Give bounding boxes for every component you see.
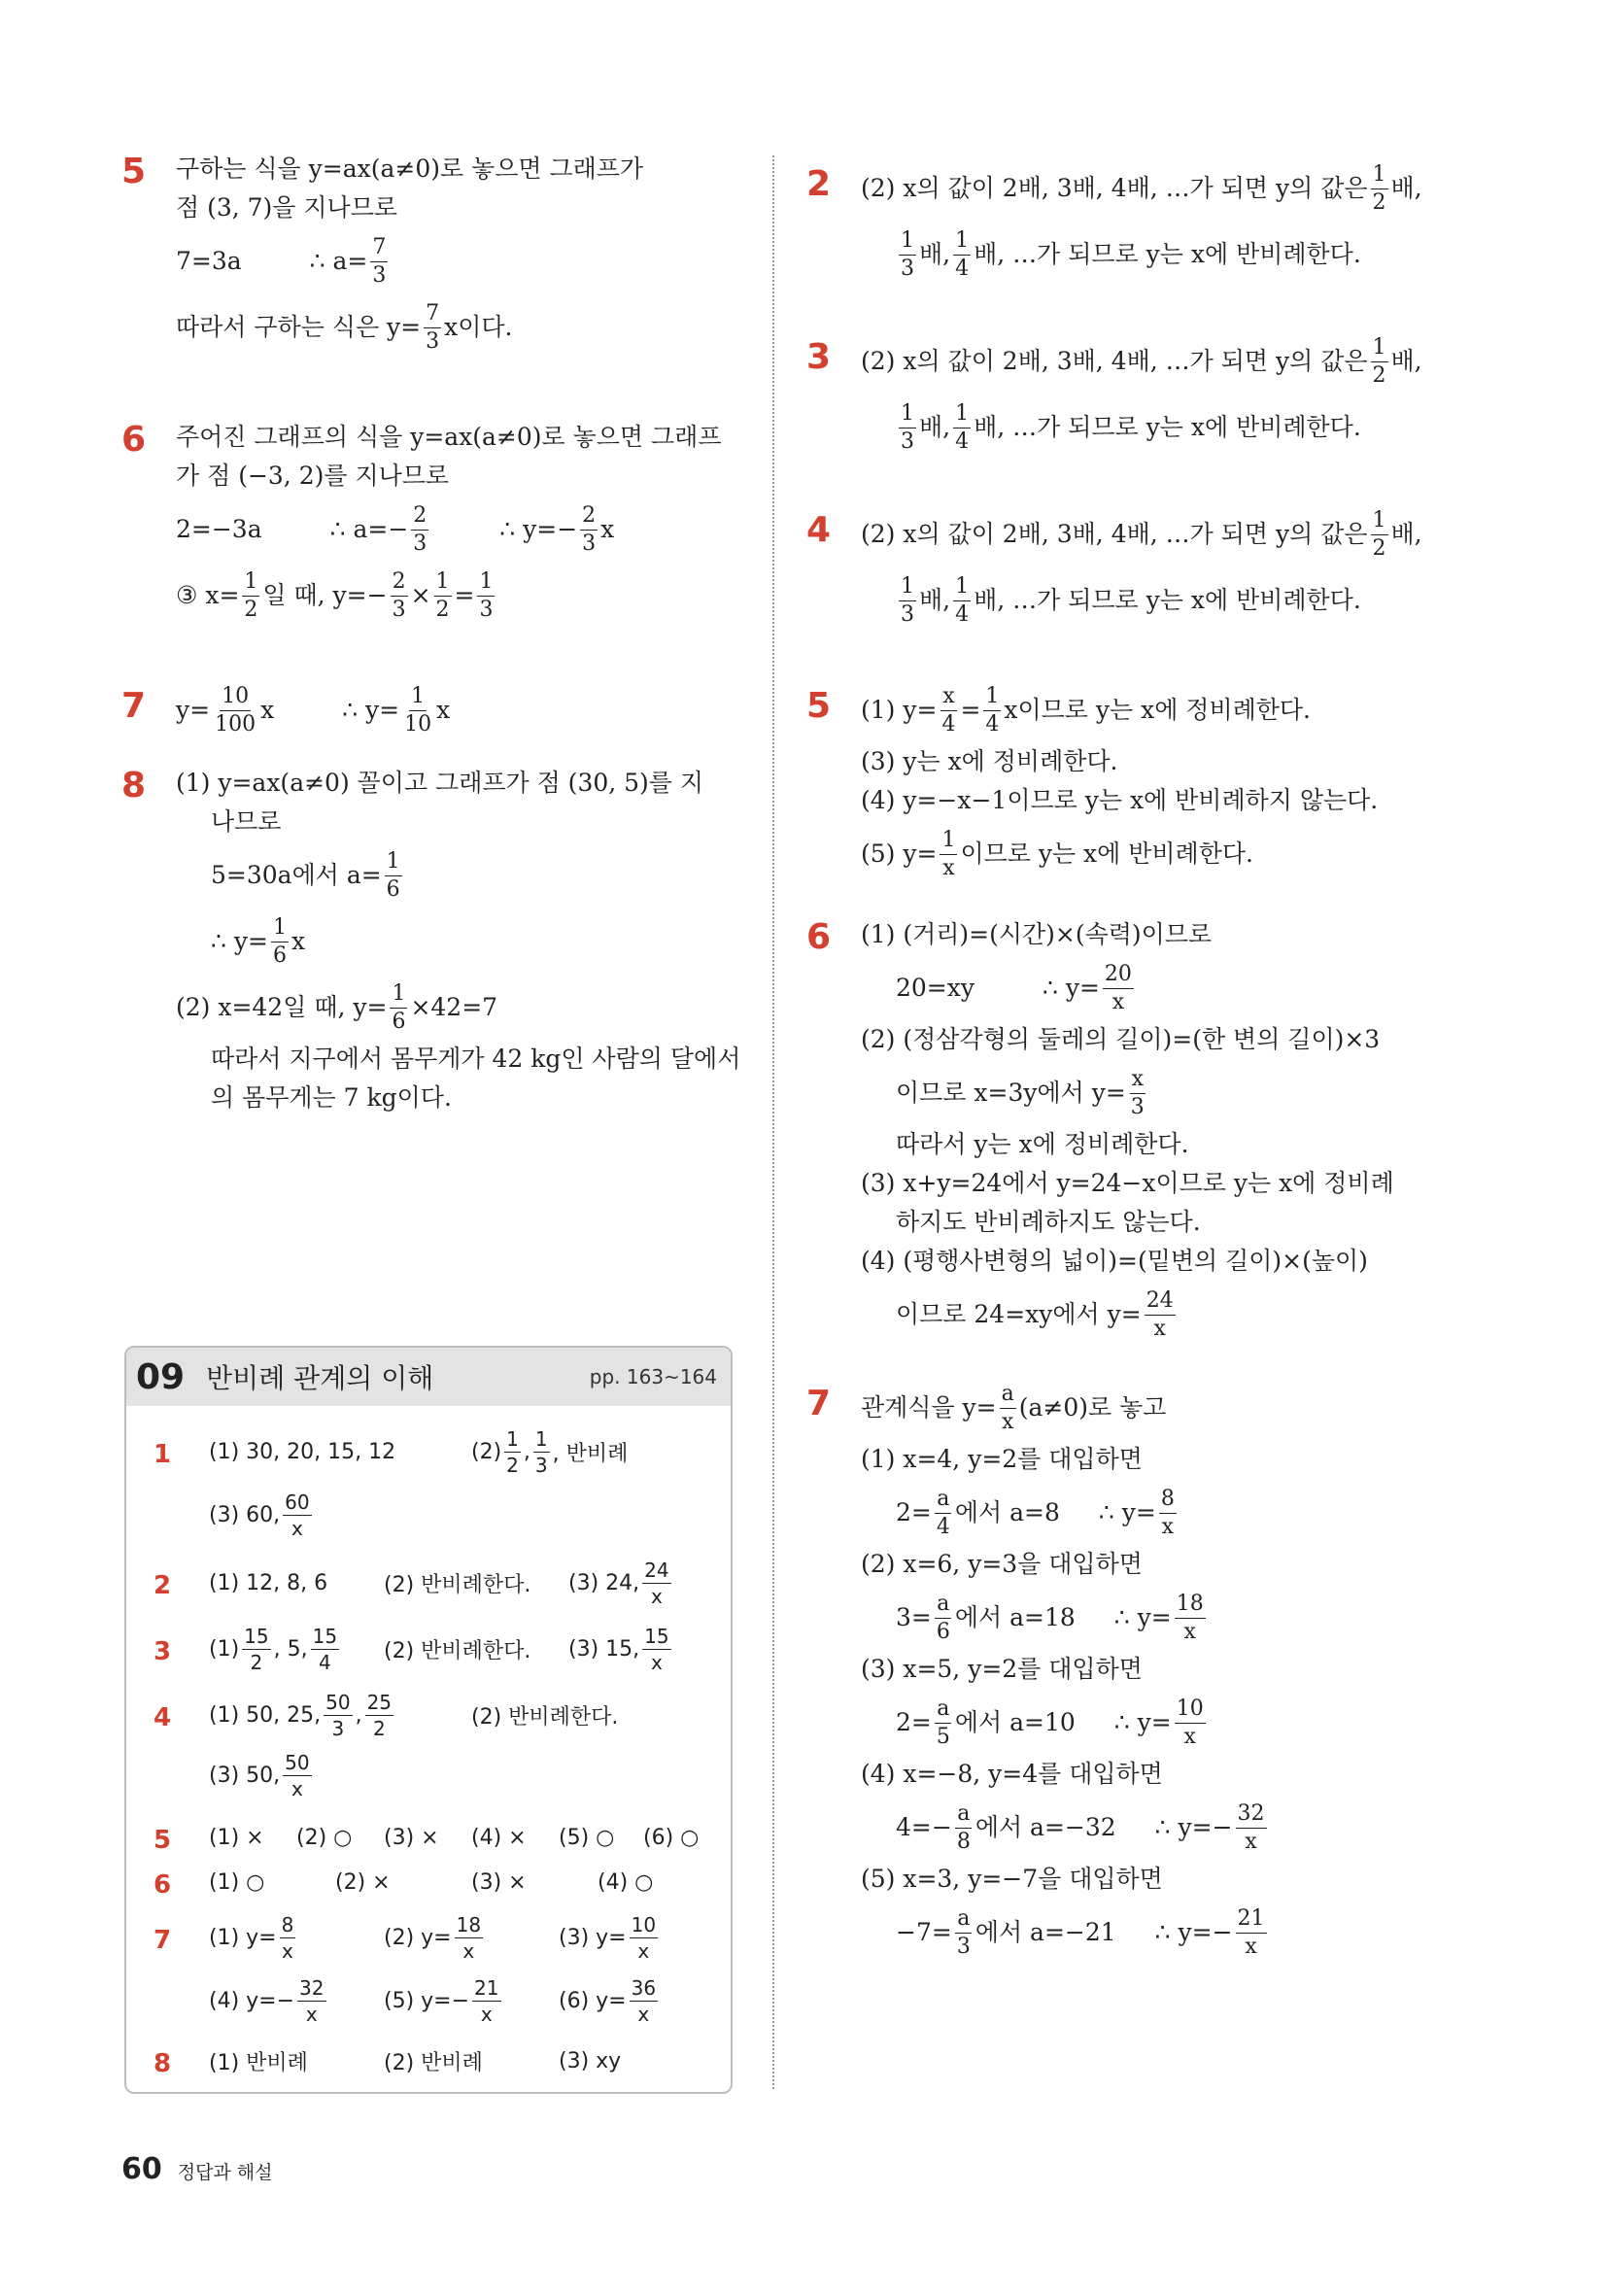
text-line: 따라서 y는 x에 정비례한다. bbox=[896, 1130, 1189, 1158]
answer-cell: (1) y= $\frac{8}{x}$ bbox=[209, 1912, 294, 1963]
equation-text: = bbox=[960, 696, 981, 725]
problem-number: 8 bbox=[121, 766, 147, 805]
equation-text: 따라서 구하는 식은 y= bbox=[176, 313, 422, 342]
answer-number: 2 bbox=[154, 1571, 172, 1600]
right-problem-5 bbox=[806, 677, 1438, 887]
fraction: $\frac{x}{3}$ bbox=[1130, 1066, 1145, 1119]
fraction: $\frac{10}{100}$ bbox=[215, 683, 256, 737]
equation-text: 3= bbox=[896, 1603, 932, 1632]
answer-cell: (6) y= $\frac{36}{x}$ bbox=[559, 1975, 657, 2026]
equation-text: 7=3a bbox=[176, 247, 242, 276]
fraction: $\frac{1}{3}$ bbox=[901, 400, 914, 454]
text-line: 하지도 반비례하지도 않는다. bbox=[896, 1208, 1201, 1236]
problem-number: 4 bbox=[806, 510, 832, 550]
equation-line bbox=[861, 1375, 1438, 1441]
equation-text: ×42=7 bbox=[410, 993, 498, 1022]
equation-text: 2= bbox=[896, 1498, 932, 1527]
answer-cell: (2) 반비례 bbox=[384, 2050, 483, 2075]
equation-text: 배, bbox=[1390, 347, 1422, 376]
fraction: $\frac{25}{2}$ bbox=[366, 1690, 393, 1740]
fraction: $\frac{2}{3}$ bbox=[582, 502, 597, 556]
answer-cell: (1) 12, 8, 6 bbox=[209, 1570, 328, 1595]
text-line: (4) y=−x−1이므로 y는 x에 반비례하지 않는다. bbox=[861, 786, 1379, 814]
text-line: 가 점 (−3, 2)를 지나므로 bbox=[176, 462, 450, 490]
equation-line bbox=[896, 1900, 1438, 1966]
equation-text: ∴ y= bbox=[1113, 1708, 1172, 1737]
answer-cell: (3) × bbox=[384, 1825, 439, 1850]
fraction: $\frac{1}{3}$ bbox=[901, 227, 914, 281]
answer-cell: (2) 반비례한다. bbox=[384, 1572, 531, 1597]
equation-text: 5=30a에서 a= bbox=[211, 861, 382, 890]
equation-text: 에서 a=8 bbox=[954, 1498, 1060, 1527]
text-line: (5) x=3, y=−7을 대입하면 bbox=[861, 1865, 1163, 1893]
fraction: $\frac{24}{x}$ bbox=[1145, 1287, 1174, 1341]
page-number: 60 bbox=[121, 2152, 162, 2186]
answer-cell: (2) ○ bbox=[296, 1825, 353, 1850]
equation-line bbox=[896, 1282, 1438, 1348]
answer-cell: (3) 60, $\frac{60}{x}$ bbox=[209, 1490, 310, 1540]
answer-cell: (4) y=− $\frac{32}{x}$ bbox=[209, 1975, 325, 2026]
equation-text: ∴ y= bbox=[1098, 1498, 1156, 1527]
left-problem-7 bbox=[121, 677, 743, 743]
equation-text: ∴ y=− bbox=[1154, 1813, 1233, 1842]
equation-line bbox=[176, 228, 743, 294]
equation-text: 일 때, y=− bbox=[262, 581, 388, 610]
equation-text: 배, bbox=[919, 240, 951, 269]
text-line: (2) x=6, y=3을 대입하면 bbox=[861, 1550, 1143, 1578]
answer-cell: (1) 30, 20, 15, 12 bbox=[209, 1439, 396, 1464]
fraction: $\frac{8}{x}$ bbox=[281, 1912, 294, 1963]
equation-text: (a≠0)로 놓고 bbox=[1018, 1393, 1167, 1422]
fraction: $\frac{21}{x}$ bbox=[1237, 1905, 1265, 1959]
right-problem-7 bbox=[806, 1375, 1438, 1966]
equation-line bbox=[896, 1690, 1438, 1756]
text-line: 의 몸무게는 7 kg이다. bbox=[211, 1083, 452, 1112]
text-line: (2) (정삼각형의 둘레의 길이)=(한 변의 길이)×3 bbox=[861, 1025, 1381, 1053]
section-header bbox=[126, 1348, 731, 1406]
equation-text: (2) x=42일 때, y= bbox=[176, 993, 388, 1022]
equation-text: ∴ a=− bbox=[329, 515, 409, 544]
fraction: $\frac{15}{4}$ bbox=[312, 1624, 338, 1674]
right-problem-2 bbox=[806, 155, 1438, 288]
equation-text: 에서 a=−32 bbox=[974, 1813, 1116, 1842]
text-line: (3) y는 x에 정비례한다. bbox=[861, 747, 1118, 775]
equation-text: y= bbox=[176, 696, 211, 725]
fraction: $\frac{1}{2}$ bbox=[506, 1426, 519, 1477]
problem-number: 7 bbox=[121, 686, 147, 726]
fraction: $\frac{18}{x}$ bbox=[456, 1912, 482, 1963]
equation-line bbox=[896, 567, 1438, 634]
answer-cell: (1) $\frac{15}{2}$ , 5, $\frac{15}{4}$ bbox=[209, 1624, 338, 1674]
equation-text: (2) x의 값이 2배, 3배, 4배, …가 되면 y의 값은 bbox=[861, 520, 1368, 549]
answer-number: 5 bbox=[154, 1826, 172, 1855]
text-line: (1) y=ax(a≠0) 꼴이고 그래프가 점 (30, 5)를 지 bbox=[176, 769, 704, 797]
fraction: $\frac{1}{10}$ bbox=[404, 683, 432, 737]
fraction: $\frac{24}{x}$ bbox=[644, 1558, 669, 1608]
right-column bbox=[806, 151, 1438, 1966]
answer-cell: (3) × bbox=[471, 1869, 527, 1895]
fraction: $\frac{a}{4}$ bbox=[936, 1486, 950, 1539]
equation-line bbox=[176, 294, 743, 360]
answer-cell: (2) 반비례한다. bbox=[384, 1638, 531, 1663]
text-line: 구하는 식을 y=ax(a≠0)로 놓으면 그래프가 bbox=[176, 154, 644, 183]
fraction: $\frac{a}{x}$ bbox=[1001, 1381, 1014, 1434]
answer-cell: (2) × bbox=[335, 1869, 391, 1895]
fraction: $\frac{2}{3}$ bbox=[413, 502, 427, 556]
equation-line bbox=[896, 222, 1438, 288]
answer-cell: (1) × bbox=[209, 1825, 264, 1850]
equation-text: 관계식을 y= bbox=[861, 1393, 997, 1422]
fraction: $\frac{32}{x}$ bbox=[1237, 1800, 1265, 1854]
fraction: $\frac{x}{4}$ bbox=[941, 683, 956, 737]
fraction: $\frac{7}{3}$ bbox=[372, 234, 387, 288]
problem-number: 6 bbox=[806, 917, 832, 957]
fraction: $\frac{8}{x}$ bbox=[1160, 1486, 1175, 1539]
fraction: $\frac{60}{x}$ bbox=[285, 1490, 310, 1540]
equation-line bbox=[861, 821, 1438, 887]
answer-cell: (3) 50, $\frac{50}{x}$ bbox=[209, 1750, 310, 1800]
fraction: $\frac{1}{2}$ bbox=[244, 568, 258, 622]
answer-cell: (3) xy bbox=[559, 2048, 622, 2073]
fraction: $\frac{1}{4}$ bbox=[985, 683, 1000, 737]
equation-text: ③ x= bbox=[176, 581, 240, 610]
equation-line bbox=[896, 1585, 1438, 1651]
right-problem-4 bbox=[806, 501, 1438, 634]
equation-text: 20=xy bbox=[896, 974, 974, 1003]
fraction: $\frac{50}{3}$ bbox=[325, 1690, 351, 1740]
equation-text: x bbox=[291, 927, 306, 956]
footer-label: 정답과 해설 bbox=[177, 2162, 273, 2183]
right-problem-3 bbox=[806, 328, 1438, 461]
fraction: $\frac{1}{2}$ bbox=[435, 568, 450, 622]
answer-cell: (4) × bbox=[471, 1825, 527, 1850]
equation-text: ∴ y=− bbox=[499, 515, 578, 544]
equation-line bbox=[176, 497, 743, 563]
equation-text: 배, …가 되므로 y는 x에 반비례한다. bbox=[974, 586, 1361, 615]
equation-text: x이므로 y는 x에 정비례한다. bbox=[1004, 696, 1312, 725]
equation-text: ∴ y= bbox=[211, 927, 268, 956]
problem-number: 5 bbox=[806, 686, 832, 726]
text-line: (1) x=4, y=2를 대입하면 bbox=[861, 1445, 1143, 1473]
problem-number: 6 bbox=[121, 420, 147, 460]
answer-number: 7 bbox=[154, 1926, 172, 1955]
equation-text: (2) x의 값이 2배, 3배, 4배, …가 되면 y의 값은 bbox=[861, 174, 1368, 203]
equation-line bbox=[861, 155, 1438, 222]
fraction: $\frac{10}{x}$ bbox=[631, 1912, 657, 1963]
equation-text: ∴ y= bbox=[1042, 974, 1100, 1003]
fraction: $\frac{15}{x}$ bbox=[644, 1624, 669, 1674]
fraction: $\frac{18}{x}$ bbox=[1176, 1591, 1204, 1644]
text-line: 따라서 지구에서 몸무게가 42 kg인 사람의 달에서 bbox=[211, 1045, 741, 1073]
fraction: $\frac{1}{4}$ bbox=[955, 573, 970, 627]
equation-line bbox=[176, 975, 743, 1041]
fraction: $\frac{1}{6}$ bbox=[392, 980, 406, 1034]
page-range: pp. 163~164 bbox=[589, 1365, 717, 1388]
text-line: (1) (거리)=(시간)×(속력)이므로 bbox=[861, 920, 1213, 948]
fraction: $\frac{1}{6}$ bbox=[272, 914, 287, 968]
equation-line bbox=[896, 1060, 1438, 1126]
problem-number: 7 bbox=[806, 1384, 832, 1423]
section-title: 반비례 관계의 이해 bbox=[206, 1362, 434, 1394]
equation-text: 배, bbox=[1390, 520, 1422, 549]
equation-text: 이므로 y는 x에 반비례한다. bbox=[960, 840, 1253, 869]
answer-cell: (6) ○ bbox=[643, 1825, 700, 1850]
answer-cell: (1) 반비례 bbox=[209, 2050, 308, 2075]
answer-number: 1 bbox=[154, 1440, 172, 1469]
fraction: $\frac{1}{2}$ bbox=[1372, 334, 1386, 388]
fraction: $\frac{1}{3}$ bbox=[534, 1426, 548, 1477]
left-problem-8 bbox=[121, 765, 743, 1118]
section-number: 09 bbox=[136, 1356, 186, 1397]
left-column bbox=[121, 151, 743, 1118]
equation-text: x이다. bbox=[444, 313, 513, 342]
fraction: $\frac{1}{x}$ bbox=[941, 827, 956, 880]
equation-text: 배, bbox=[1390, 174, 1422, 203]
equation-text: 2= bbox=[896, 1708, 932, 1737]
fraction: $\frac{a}{3}$ bbox=[956, 1905, 971, 1959]
fraction: $\frac{36}{x}$ bbox=[631, 1975, 657, 2026]
equation-line bbox=[176, 677, 743, 743]
fraction: $\frac{1}{3}$ bbox=[901, 573, 914, 627]
answer-cell: (5) y=− $\frac{21}{x}$ bbox=[384, 1975, 499, 2026]
answer-cell: (3) 15, $\frac{15}{x}$ bbox=[568, 1624, 669, 1674]
answer-cell: (4) ○ bbox=[598, 1869, 654, 1895]
answer-cell: (3) y= $\frac{10}{x}$ bbox=[559, 1912, 657, 1963]
text-line: (3) x=5, y=2를 대입하면 bbox=[861, 1655, 1143, 1683]
equation-text: x bbox=[436, 696, 451, 725]
equation-line bbox=[896, 1795, 1438, 1861]
equation-line bbox=[896, 394, 1438, 461]
answer-number: 4 bbox=[154, 1703, 172, 1732]
equation-line bbox=[211, 842, 743, 908]
fraction: $\frac{2}{3}$ bbox=[392, 568, 406, 622]
equation-line bbox=[176, 563, 743, 629]
fraction: $\frac{1}{3}$ bbox=[479, 568, 494, 622]
equation-text: = bbox=[454, 581, 475, 610]
equation-line bbox=[861, 677, 1438, 743]
fraction: $\frac{10}{x}$ bbox=[1176, 1696, 1204, 1749]
answer-cell: (1) 50, 25, $\frac{50}{3}$ , $\frac{25}{2}$ bbox=[209, 1690, 393, 1740]
equation-text: 2=−3a bbox=[176, 515, 262, 544]
text-line: (4) (평행사변형의 넓이)=(밑변의 길이)×(높이) bbox=[861, 1247, 1368, 1275]
equation-text: x bbox=[260, 696, 275, 725]
fraction: $\frac{20}{x}$ bbox=[1104, 961, 1132, 1014]
fraction: $\frac{7}{3}$ bbox=[426, 300, 440, 354]
answer-number: 3 bbox=[154, 1637, 172, 1666]
fraction: $\frac{15}{2}$ bbox=[244, 1624, 269, 1674]
text-line: 주어진 그래프의 식을 y=ax(a≠0)로 놓으면 그래프 bbox=[176, 423, 722, 451]
equation-text: ∴ y= bbox=[1113, 1603, 1172, 1632]
equation-text: (2) x의 값이 2배, 3배, 4배, …가 되면 y의 값은 bbox=[861, 347, 1368, 376]
fraction: $\frac{50}{x}$ bbox=[285, 1750, 310, 1800]
equation-text: 배, bbox=[919, 413, 951, 442]
column-divider bbox=[772, 155, 774, 2089]
equation-line bbox=[861, 501, 1438, 567]
answer-number: 8 bbox=[154, 2049, 172, 2078]
answer-cell: (2) $\frac{1}{2}$ , $\frac{1}{3}$ , 반비례 bbox=[471, 1426, 629, 1477]
problem-number: 2 bbox=[806, 164, 832, 204]
text-line: 나므로 bbox=[211, 807, 282, 836]
equation-text: (1) y= bbox=[861, 696, 938, 725]
fraction: $\frac{1}{4}$ bbox=[955, 400, 970, 454]
text-line: (4) x=−8, y=4를 대입하면 bbox=[861, 1760, 1163, 1788]
fraction: $\frac{1}{2}$ bbox=[1372, 507, 1386, 561]
fraction: $\frac{a}{5}$ bbox=[936, 1696, 950, 1749]
text-line: 점 (3, 7)을 지나므로 bbox=[176, 193, 398, 222]
equation-text: 4=− bbox=[896, 1813, 952, 1842]
equation-line bbox=[896, 1480, 1438, 1546]
equation-text: −7= bbox=[896, 1918, 952, 1947]
fraction: $\frac{a}{8}$ bbox=[956, 1800, 971, 1854]
equation-text: 이므로 24=xy에서 y= bbox=[896, 1300, 1142, 1329]
answer-cell: (5) ○ bbox=[559, 1825, 615, 1850]
fraction: $\frac{32}{x}$ bbox=[299, 1975, 325, 2026]
text-line: (3) x+y=24에서 y=24−x이므로 y는 x에 정비례 bbox=[861, 1169, 1394, 1197]
left-problem-5 bbox=[121, 151, 743, 360]
equation-text: ∴ y=− bbox=[1154, 1918, 1233, 1947]
equation-line bbox=[861, 328, 1438, 394]
equation-text: ∴ a= bbox=[309, 247, 368, 276]
left-problem-6 bbox=[121, 419, 743, 629]
equation-text: × bbox=[410, 581, 431, 610]
equation-text: 배, …가 되므로 y는 x에 반비례한다. bbox=[974, 413, 1361, 442]
equation-text: 배, bbox=[919, 586, 951, 615]
equation-text: 배, …가 되므로 y는 x에 반비례한다. bbox=[974, 240, 1361, 269]
right-problem-6 bbox=[806, 916, 1438, 1348]
answer-cell: (3) 24, $\frac{24}{x}$ bbox=[568, 1558, 669, 1608]
equation-text: 이므로 x=3y에서 y= bbox=[896, 1079, 1126, 1108]
equation-text: 에서 a=10 bbox=[954, 1708, 1076, 1737]
equation-text: ∴ y= bbox=[342, 696, 400, 725]
answer-cell: (2) 반비례한다. bbox=[471, 1704, 619, 1730]
problem-number: 5 bbox=[121, 152, 147, 191]
fraction: $\frac{1}{2}$ bbox=[1372, 161, 1386, 215]
equation-line bbox=[211, 908, 743, 975]
fraction: $\frac{a}{6}$ bbox=[936, 1591, 950, 1644]
problem-number: 3 bbox=[806, 337, 832, 377]
page-footer bbox=[121, 2152, 273, 2186]
equation-text: (5) y= bbox=[861, 840, 938, 869]
answer-number: 6 bbox=[154, 1870, 172, 1900]
answer-cell: (1) ○ bbox=[209, 1869, 265, 1895]
fraction: $\frac{1}{4}$ bbox=[955, 227, 970, 281]
answer-summary-box bbox=[124, 1346, 733, 2094]
equation-text: 에서 a=−21 bbox=[974, 1918, 1116, 1947]
fraction: $\frac{1}{6}$ bbox=[386, 848, 400, 902]
answer-cell: (2) y= $\frac{18}{x}$ bbox=[384, 1912, 482, 1963]
equation-text: x bbox=[600, 515, 615, 544]
equation-line bbox=[896, 955, 1438, 1021]
fraction: $\frac{21}{x}$ bbox=[474, 1975, 499, 2026]
equation-text: 에서 a=18 bbox=[954, 1603, 1076, 1632]
